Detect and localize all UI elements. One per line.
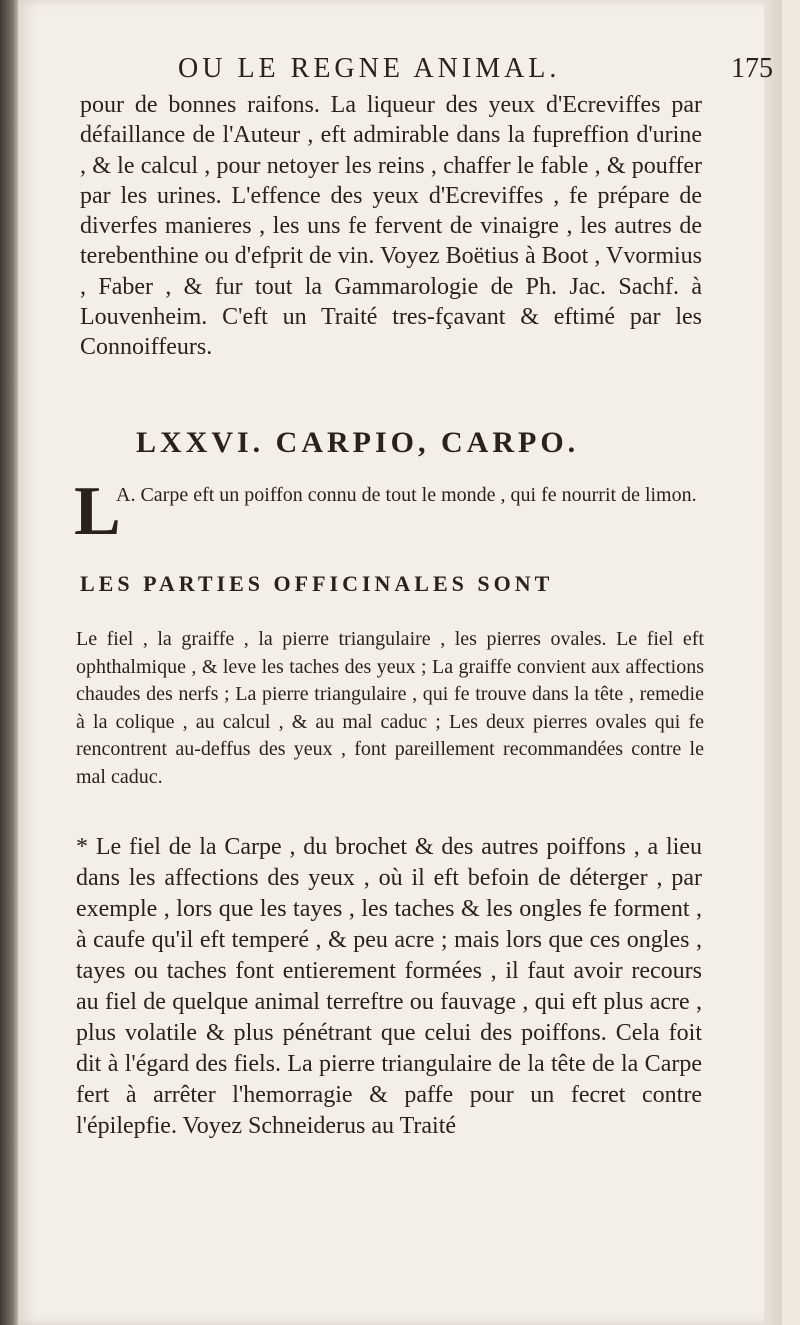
page-right-edge (764, 0, 782, 1325)
intro-paragraph: A. Carpe eft un poiffon connu de tout le monde , qui fe nourrit de limon. (116, 484, 697, 506)
main-paragraph-1: pour de bonnes raifons. La liqueur des yeux d'Ecreviffes par défaillance de l'Auteur , eft admirable dans la fupreffion d'urine , & le calcul , pour netoyer les reins , chaffer le fable , & pouffer par les urines. L'effence des yeux d'Ecreviffes , fe prépare de diverfes manieres , les uns fe fervent de vinaigre , les autres de terebenthine ou d'efprit de vin. Voyez Boëtius à Boot , Vvormius , Faber , & fur tout la Gammarologie de Ph. Jac. Sachf. à Louvenheim. C'eft un Traité tres-fçavant & eftimé par les Connoiffeurs. (80, 92, 702, 361)
running-head: OU LE REGNE ANIMAL. (178, 53, 561, 84)
intro-block (74, 473, 704, 550)
book-binding-edge (0, 0, 18, 1325)
page-number: 175 (731, 53, 773, 84)
drop-cap-letter: L (74, 473, 121, 550)
main-paragraph-2: * Le fiel de la Carpe , du brochet & des autres poiffons , a lieu dans les affections des yeux , où il eft befoin de déterger , par exemple , lors que les tayes , les taches & les ongles fe forment , à caufe qu'il eft temperé , & peu acre ; mais lors que ces ongles , tayes ou taches font entierement formées , il faut avoir recours au fiel de quelque animal terreftre ou fauvage , qui eft plus acre , plus volatile & plus pénétrant que celui des poiffons. Cela foit dit à l'égard des fiels. La pierre triangulaire de la tête de la Carpe fert à arrêter l'hemorragie & paffe pour un fecret contre l'épilepfie. Voyez Schneiderus au Traité (76, 834, 702, 1139)
officinal-parts-heading: LES PARTIES OFFICINALES SONT (80, 571, 554, 596)
officinal-parts-paragraph: Le fiel , la graiffe , la pierre triangulaire , les pierres ovales. Le fiel eft ophthalmique , & leve les taches des yeux ; La graiffe convient aux affections chaudes des nerfs ; La pierre triangulaire , qui fe trouve dans la tête , remedie à la colique , au calcul , & au mal caduc ; Les deux pierres ovales qui fe rencontrent au-deffus des yeux , font pareillement recommandées contre le mal caduc. (76, 628, 704, 788)
section-heading: LXXVI. CARPIO, CARPO. (136, 426, 580, 459)
